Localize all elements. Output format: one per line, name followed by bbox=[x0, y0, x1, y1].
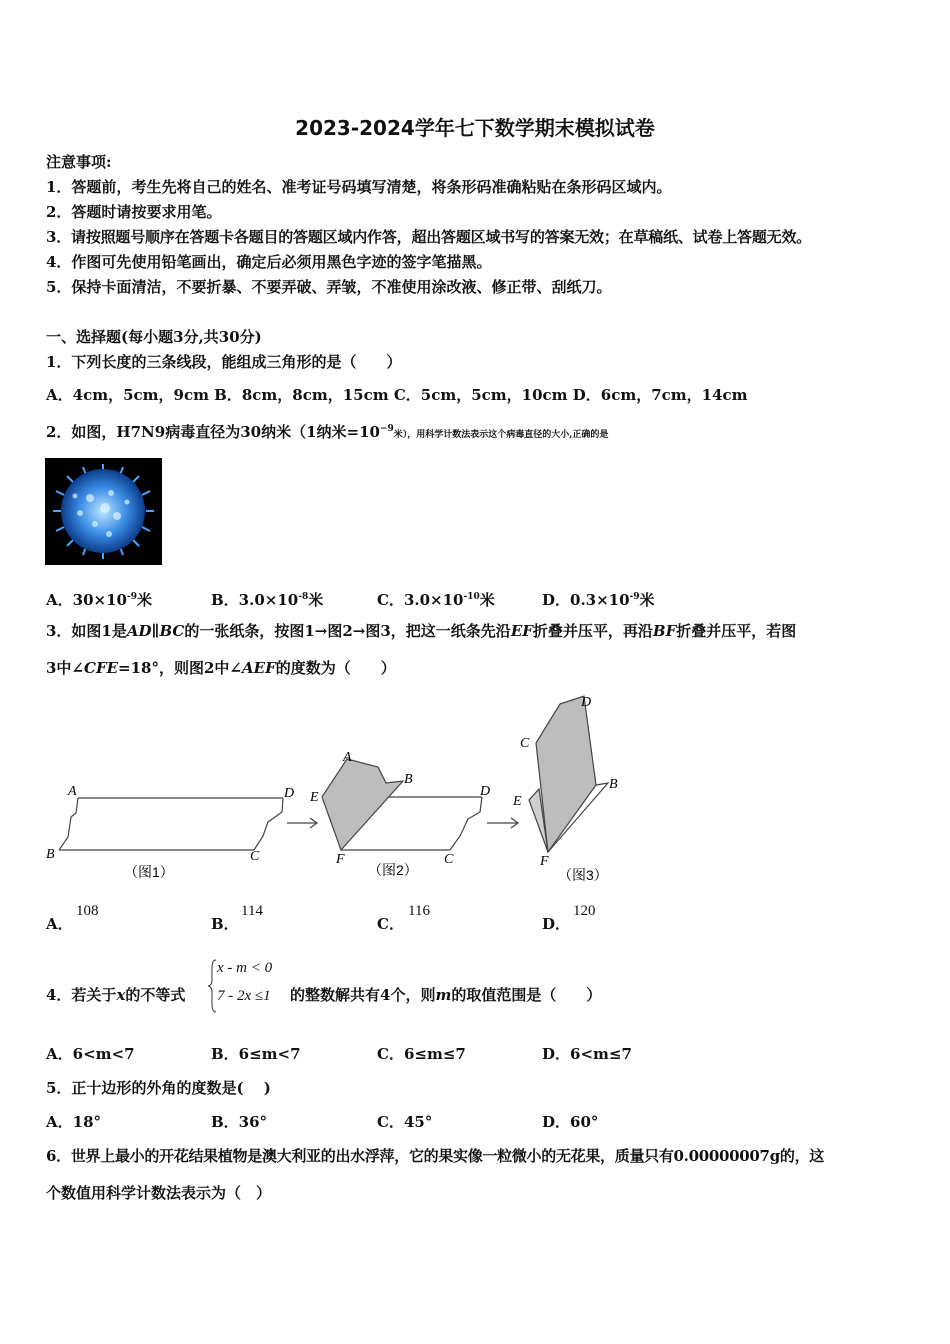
q6-stem-line2: 个数值用科学计数法表示为（ ） bbox=[46, 1184, 272, 1202]
note-item: 4．作图可先使用铅笔画出，确定后必须用黑色字迹的签字笔描黑。 bbox=[46, 253, 492, 271]
q3-figure bbox=[0, 685, 950, 895]
fig1-label-a: A bbox=[68, 784, 77, 799]
virus-icon bbox=[45, 458, 162, 565]
q2-option-b: B．$3.0\times 10^{-8}$米 bbox=[211, 591, 324, 609]
q1-options: A．4cm，5cm，9cm B．8cm，8cm，15cm C．5cm，5cm，10cm D．6cm，7cm，14cm bbox=[46, 386, 748, 404]
q3-option-a-letter: A． bbox=[46, 915, 73, 933]
q3-option-a-value: 108 bbox=[76, 903, 99, 919]
q1-stem: 1．下列长度的三条线段，能组成三角形的是（ ） bbox=[46, 353, 402, 371]
q3-stem-line2: 3中∠CFE=18°，则图2中∠AEF的度数为（ ） bbox=[46, 659, 396, 677]
q4-option-d: D．6<m≤7 bbox=[542, 1045, 632, 1063]
q5-stem: 5．正十边形的外角的度数是( ) bbox=[46, 1079, 271, 1097]
note-item: 2．答题时请按要求用笔。 bbox=[46, 203, 222, 221]
fig1-label-b: B bbox=[46, 847, 55, 862]
section-heading: 一、选择题(每小题3分,共30分) bbox=[46, 328, 262, 346]
fig2-label-c: C bbox=[444, 852, 454, 867]
q4-option-a: A．6<m<7 bbox=[46, 1045, 135, 1063]
fig1-caption: （图1） bbox=[124, 864, 174, 880]
fig2-label-d: D bbox=[480, 784, 491, 799]
q4-option-c: C．6≤m≤7 bbox=[377, 1045, 466, 1063]
q5-option-d: D．60° bbox=[542, 1113, 599, 1131]
q2-option-a: A．$30\times 10^{-9}$米 bbox=[46, 591, 152, 609]
fig1-label-d: D bbox=[284, 786, 295, 801]
notes-heading: 注意事项: bbox=[46, 153, 112, 171]
q4-stem-b: 的整数解共有4个，则m的取值范围是（ ） bbox=[290, 986, 602, 1004]
page-title: 2023-2024学年七下数学期末模拟试卷 bbox=[295, 116, 655, 140]
q5-option-c: C．45° bbox=[377, 1113, 433, 1131]
q4-option-b: B．6≤m<7 bbox=[211, 1045, 301, 1063]
q3-option-d-letter: D． bbox=[542, 915, 571, 933]
note-item: 1．答题前，考生先将自己的姓名、准考证号码填写清楚，将条形码准确粘贴在条形码区域内。 bbox=[46, 178, 672, 196]
fig1-label-c: C bbox=[250, 849, 260, 864]
fig2-label-a: A bbox=[343, 750, 352, 765]
virus-image bbox=[45, 458, 162, 565]
q5-option-a: A．18° bbox=[46, 1113, 102, 1131]
fig3-label-e: E bbox=[513, 794, 522, 809]
note-item: 5．保持卡面清洁，不要折暴、不要弄破、弄皱，不准使用涂改液、修正带、刮纸刀。 bbox=[46, 278, 612, 296]
fig3-label-c: C bbox=[520, 736, 530, 751]
fig3-caption: （图3） bbox=[558, 867, 608, 883]
fig2-label-f: F bbox=[336, 852, 345, 867]
q3-stem-line1: 3．如图1是AD∥BC的一张纸条，按图1→图2→图3，把这一纸条先沿EF折叠并压平，再沿BF折叠并压平，若图 bbox=[46, 622, 797, 640]
note-item: 3．请按照题号顺序在答题卡各题目的答题区域内作答，超出答题区域书写的答案无效；在草稿纸、试卷上答题无效。 bbox=[46, 228, 812, 246]
q2-option-d: D．$0.3\times 10^{-9}$米 bbox=[542, 591, 655, 609]
q4-inequality-1: x - m < 0 bbox=[217, 960, 273, 976]
fig3-label-b: B bbox=[609, 777, 618, 792]
fig3-label-f: F bbox=[540, 854, 549, 869]
q6-stem-line1: 6．世界上最小的开花结果植物是澳大利亚的出水浮萍，它的果实像一粒微小的无花果，质量只有0.00000007g的，这 bbox=[46, 1147, 824, 1165]
fig3-label-d: D bbox=[581, 695, 592, 710]
q3-option-c-value: 116 bbox=[408, 903, 430, 919]
q3-option-d-value: 120 bbox=[573, 903, 596, 919]
q4-inequality-2: 7 - 2x ≤1 bbox=[217, 988, 271, 1004]
fig2-label-b: B bbox=[404, 772, 413, 787]
q3-option-b-letter: B． bbox=[211, 915, 239, 933]
q3-option-c-letter: C． bbox=[377, 915, 404, 933]
fig2-label-e: E bbox=[310, 790, 319, 805]
q3-option-b-value: 114 bbox=[241, 903, 263, 919]
q2-option-c: C．$3.0\times 10^{-10}$米 bbox=[377, 591, 495, 609]
fig2-caption: （图2） bbox=[368, 862, 418, 878]
q2-stem: 2．如图，H7N9病毒直径为30纳米（1纳米$=10^{-9}$米），用科学计数法表示这个病毒直径的大小,正确的是 bbox=[46, 423, 609, 441]
q4-stem-a: 4．若关于x的不等式 bbox=[46, 986, 186, 1004]
q5-option-b: B．36° bbox=[211, 1113, 268, 1131]
